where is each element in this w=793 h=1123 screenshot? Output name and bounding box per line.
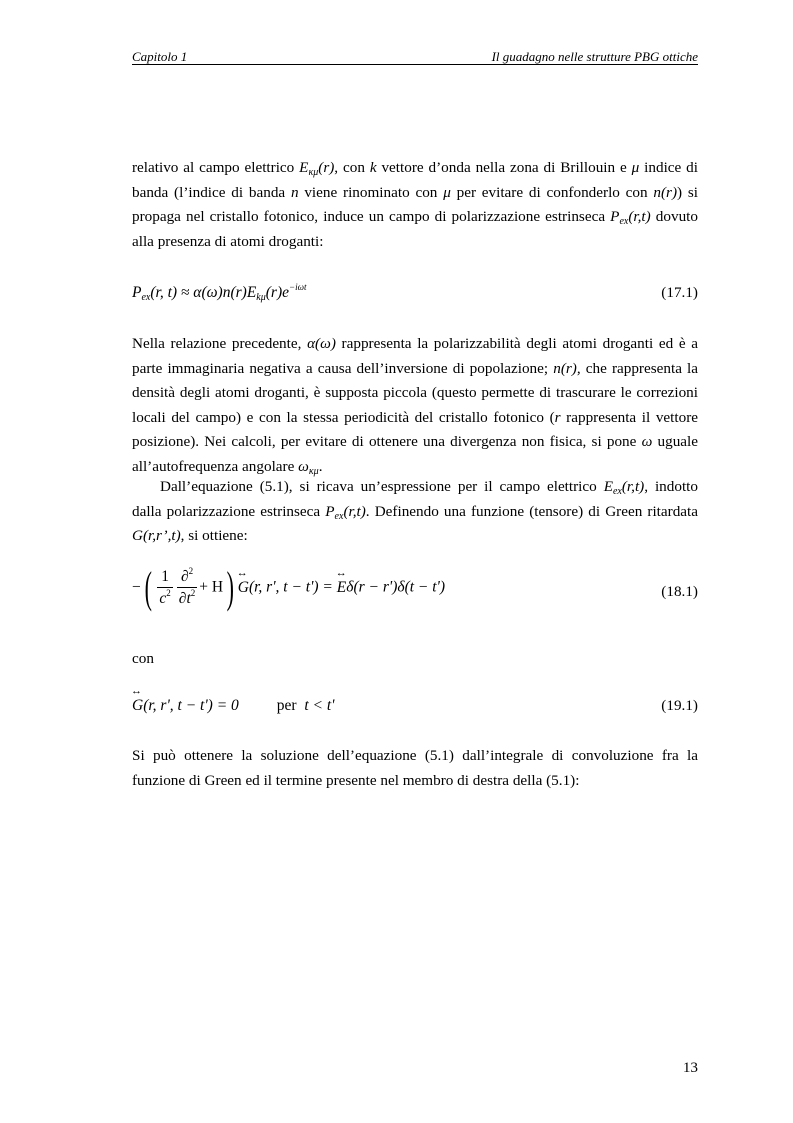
paragraph-con: con	[132, 650, 154, 667]
fraction-one-over-c2: $\frac{1}{c^2}$	[159, 567, 171, 607]
greens-tensor-G: ↔ G	[132, 697, 143, 715]
header-chapter: Capitolo 1	[132, 49, 188, 64]
equation-number-18-1: (18.1)	[661, 583, 698, 600]
paragraph-4: Si può ottenere la soluzione dell’equazione (5.1) dall’integrale di convoluzione fra la funzione di Green ed il termine presente nel membro di destra della (5.1):	[132, 747, 698, 789]
header-rule	[132, 64, 698, 65]
equation-19-1-body: ↔ G(r, r', t − t') = 0 per t < t'	[132, 697, 334, 715]
fraction-partial-t: $\frac{\partial^2}{\partial t^2}$	[178, 565, 196, 607]
identity-tensor-E: ↔ E	[337, 579, 346, 597]
paragraph-2: Nella relazione precedente, α(ω) rappresenta la polarizzabilità degli atomi droganti ed è a parte immaginaria negativa a causa dell’inversione di popolazione; n(r), che rappresenta la densità degli atomi droganti, è supposta piccola (questo permette di trascurare le correzioni locali del campo) e con la stessa periodicità del cristallo fotonico (r rappresenta il vettore posizione). Nei calcoli, per evitare di ottenere una divergenza non fisica, si pone ω uguale all’autofrequenza angolare $\omega_{\kappa\mu}$.	[132, 335, 699, 477]
equation-17-1-body: $P_{ex}(r$, $t) \approx \alpha(\omega)n(r)E_{k\mu}(r)e^{-i\omega t}$	[132, 282, 307, 303]
equation-number-19-1: (19.1)	[661, 697, 698, 714]
equation-number-17-1: (17.1)	[661, 284, 698, 301]
header-section-title: Il guadagno nelle strutture PBG ottiche	[491, 49, 698, 64]
equation-19-1	[132, 697, 698, 719]
page-number: 13	[682, 1059, 698, 1076]
equation-18-1-body: −( $\frac{1}{c^2}$ $\frac{\partial^2}{\partial t^2}$ + H)↔ G(r, r', t − t') = ↔ Eδ(r − r')δ(t − t')	[132, 566, 445, 610]
greens-tensor-G: ↔ G	[238, 579, 249, 597]
equation-18-1	[132, 563, 698, 620]
equation-17-1	[132, 284, 698, 306]
running-header	[132, 49, 698, 65]
paragraph-1: relativo al campo elettrico $E_{\kappa\mu}(r)$, con k vettore d’onda nella zona di Brillouin e μ indice di banda (l’indice di banda n viene rinominato con μ per evitare di confonderlo con n(r)) si propaga nel cristallo fotonico, induce un campo di polarizzazione estrinseca $P_{ex}(r,t)$ dovuto alla presenza di atomi droganti:	[132, 159, 698, 250]
paragraph-3: Dall’equazione (5.1), si ricava un’espressione per il campo elettrico $E_{ex}(r,t)$, indotto dalla polarizzazione estrinseca $P_{ex}(r,t)$. Definendo una funzione (tensore) di Green ritardata G(r,r’,t), si ottiene:	[132, 478, 698, 544]
